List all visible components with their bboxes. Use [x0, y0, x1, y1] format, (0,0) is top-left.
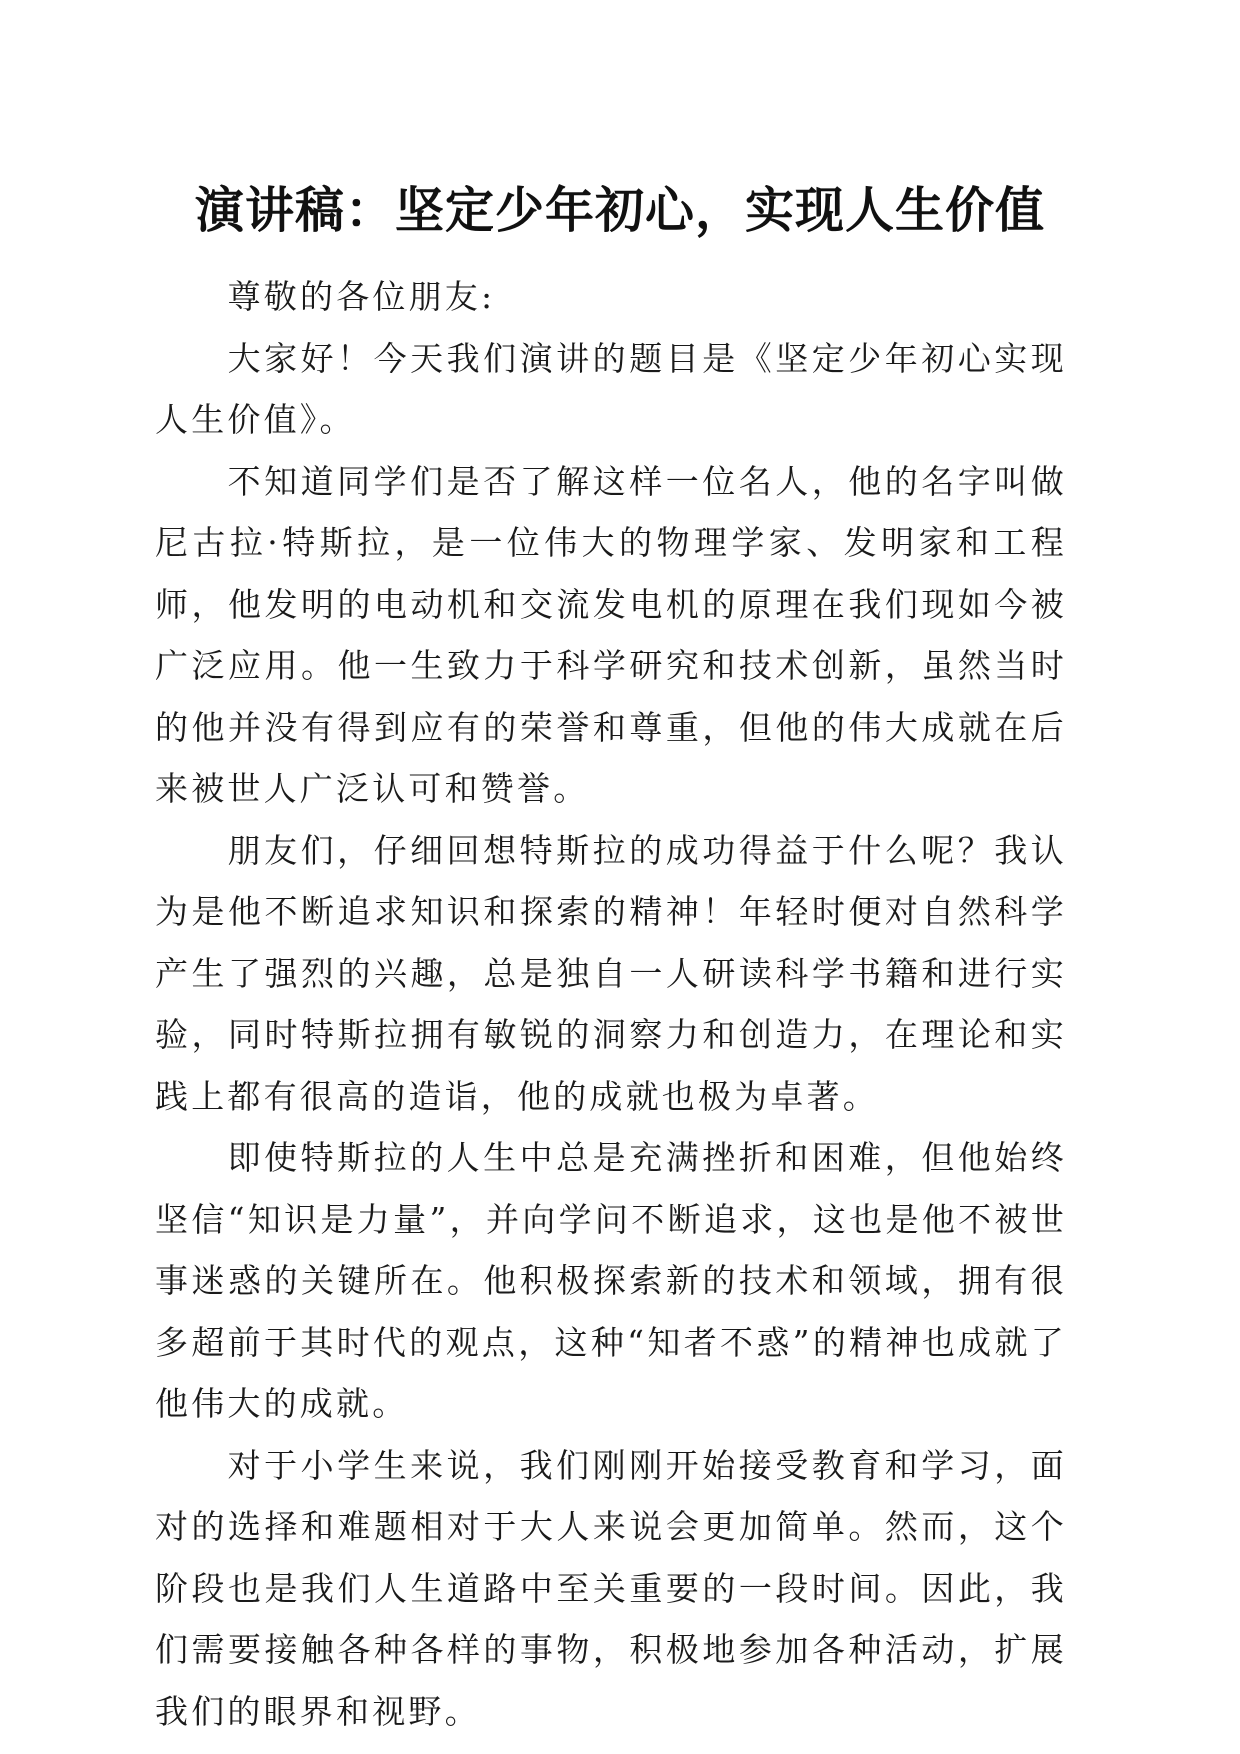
body-paragraph: 对于小学生来说，我们刚刚开始接受教育和学习，面对的选择和难题相对于大人来说会更加简单。然而，这个阶段也是我们人生道路中至关重要的一段时间。因此，我们需要接触各种各样的事物，积极地参加各种活动，扩展我们的眼界和视野。: [155, 1445, 1067, 1731]
body-paragraph: 大家好！今天我们演讲的题目是《坚定少年初心实现人生价值》。: [155, 338, 1067, 439]
body-paragraph: 朋友们，仔细回想特斯拉的成功得益于什么呢？我认为是他不断追求知识和探索的精神！年轻时便对自然科学产生了强烈的兴趣，总是独自一人研读科学书籍和进行实验，同时特斯拉拥有敏锐的洞察力和创造力，在理论和实践上都有很高的造诣，他的成就也极为卓著。: [155, 830, 1067, 1116]
body-paragraph: 不知道同学们是否了解这样一位名人，他的名字叫做尼古拉·特斯拉，是一位伟大的物理学家、发明家和工程师，他发明的电动机和交流发电机的原理在我们现如今被广泛应用。他一生致力于科学研究和技术创新，虽然当时的他并没有得到应有的荣誉和尊重，但他的伟大成就在后来被世人广泛认可和赞誉。: [155, 461, 1067, 808]
document-body: [155, 266, 1067, 1742]
salutation-paragraph: 尊敬的各位朋友:: [227, 277, 496, 316]
body-paragraph: 即使特斯拉的人生中总是充满挫折和困难，但他始终坚信“知识是力量”，并向学问不断追求，这也是他不被世事迷惑的关键所在。他积极探索新的技术和领域，拥有很多超前于其时代的观点，这种“知者不惑”的精神也成就了他伟大的成就。: [155, 1138, 1067, 1423]
document-title: 演讲稿：坚定少年初心，实现人生价值: [194, 181, 1045, 239]
